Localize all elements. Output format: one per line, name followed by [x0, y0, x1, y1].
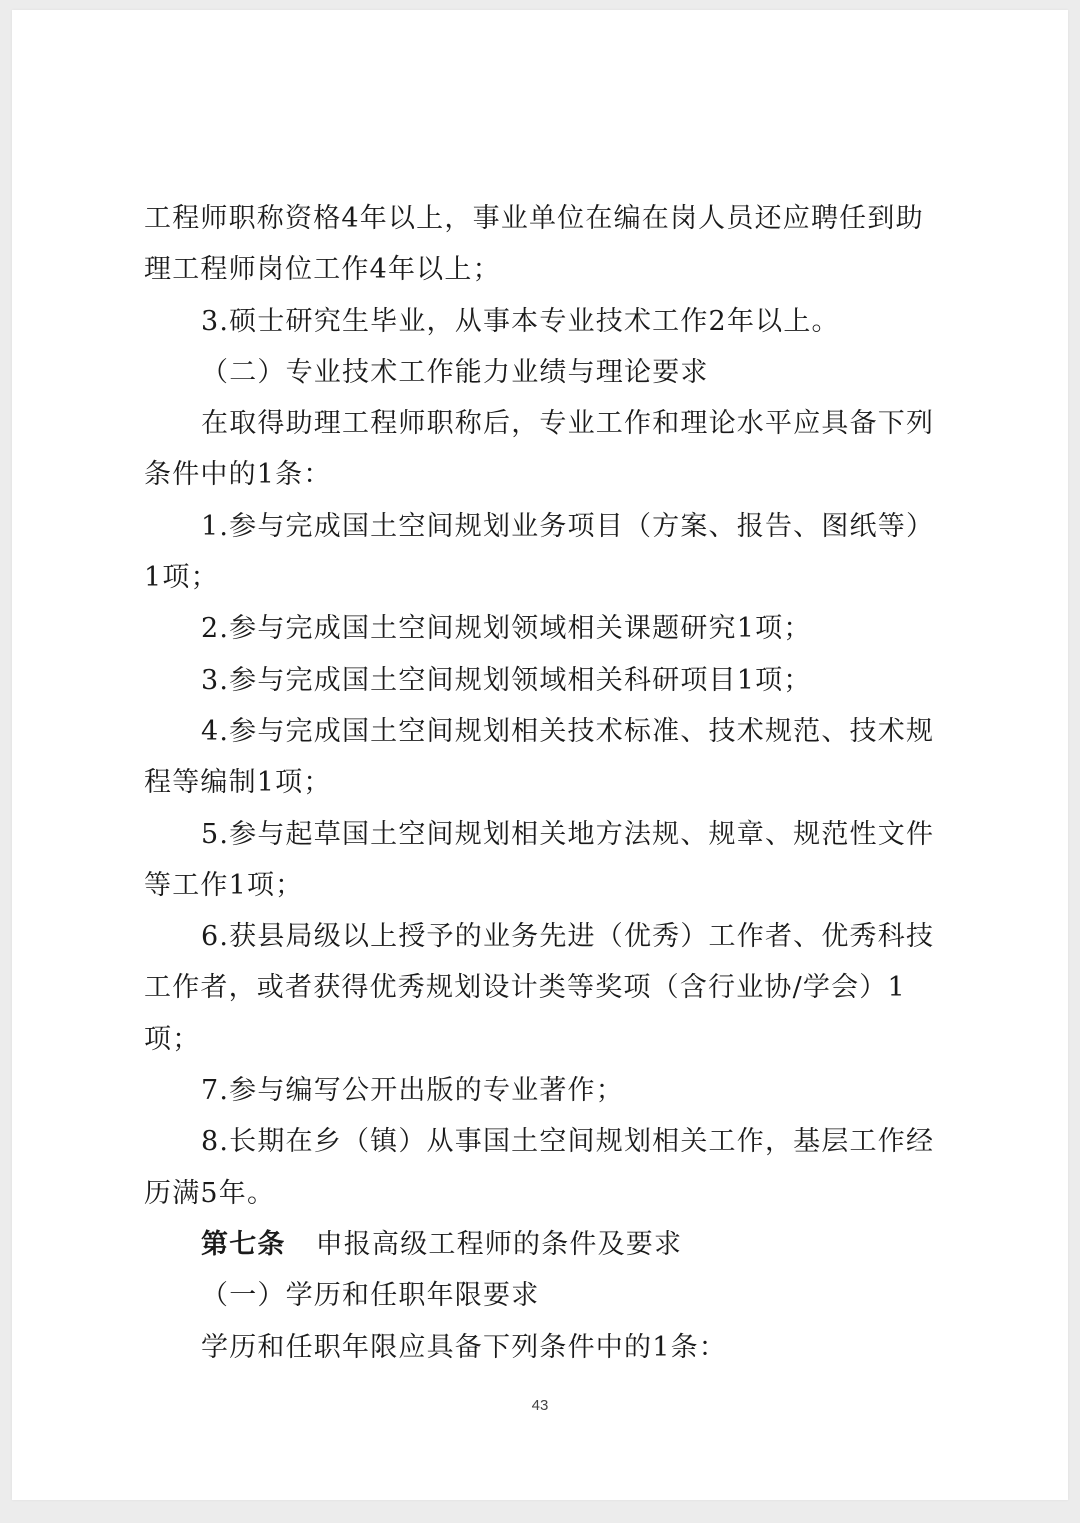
list-item: 2.参与完成国土空间规划领域相关课题研究1项； [201, 613, 812, 645]
list-item-continuation: 工作者，或者获得优秀规划设计类等奖项（含行业协/学会）1 [144, 972, 906, 1004]
article-heading [144, 1219, 952, 1270]
list-item: 5.参与起草国土空间规划相关地方法规、规章、规范性文件 [201, 818, 935, 850]
list-item: 4.参与完成国土空间规划相关技术标准、技术规范、技术规 [201, 715, 935, 747]
list-item: 7.参与编写公开出版的专业著作； [201, 1075, 624, 1107]
list-item-continuation: 程等编制1项； [144, 767, 332, 799]
sub-heading: （一）学历和任职年限要求 [201, 1280, 540, 1312]
list-item: 8.长期在乡（镇）从事国土空间规划相关工作，基层工作经 [201, 1126, 935, 1158]
text-line: 在取得助理工程师职称后，专业工作和理论水平应具备下列 [201, 408, 935, 440]
list-item: 6.获县局级以上授予的业务先进（优秀）工作者、优秀科技 [201, 921, 935, 953]
list-item: 3.参与完成国土空间规划领域相关科研项目1项； [201, 664, 812, 696]
text-line: 工程师职称资格4年以上，事业单位在编在岗人员还应聘任到助 [144, 203, 924, 234]
section-heading: （二）专业技术工作能力业绩与理论要求 [201, 356, 709, 388]
document-page [12, 10, 1068, 1500]
article-title: 申报高级工程师的条件及要求 [315, 1228, 683, 1260]
text-line: 3.硕士研究生毕业，从事本专业技术工作2年以上。 [201, 305, 840, 337]
list-item: 1.参与完成国土空间规划业务项目（方案、报告、图纸等） [201, 510, 935, 542]
list-item-continuation: 等工作1项； [144, 869, 304, 901]
list-item-continuation: 历满5年。 [144, 1177, 276, 1209]
page-number: 43 [531, 1397, 549, 1414]
article-label: 第七条 [201, 1228, 286, 1260]
list-item-continuation: 1项； [144, 562, 219, 594]
text-line: 条件中的1条： [144, 459, 332, 491]
list-item-continuation: 项； [144, 1023, 201, 1055]
document-body [144, 193, 952, 1373]
text-line: 理工程师岗位工作4年以上； [144, 254, 501, 286]
text-line: 学历和任职年限应具备下列条件中的1条： [201, 1331, 727, 1363]
